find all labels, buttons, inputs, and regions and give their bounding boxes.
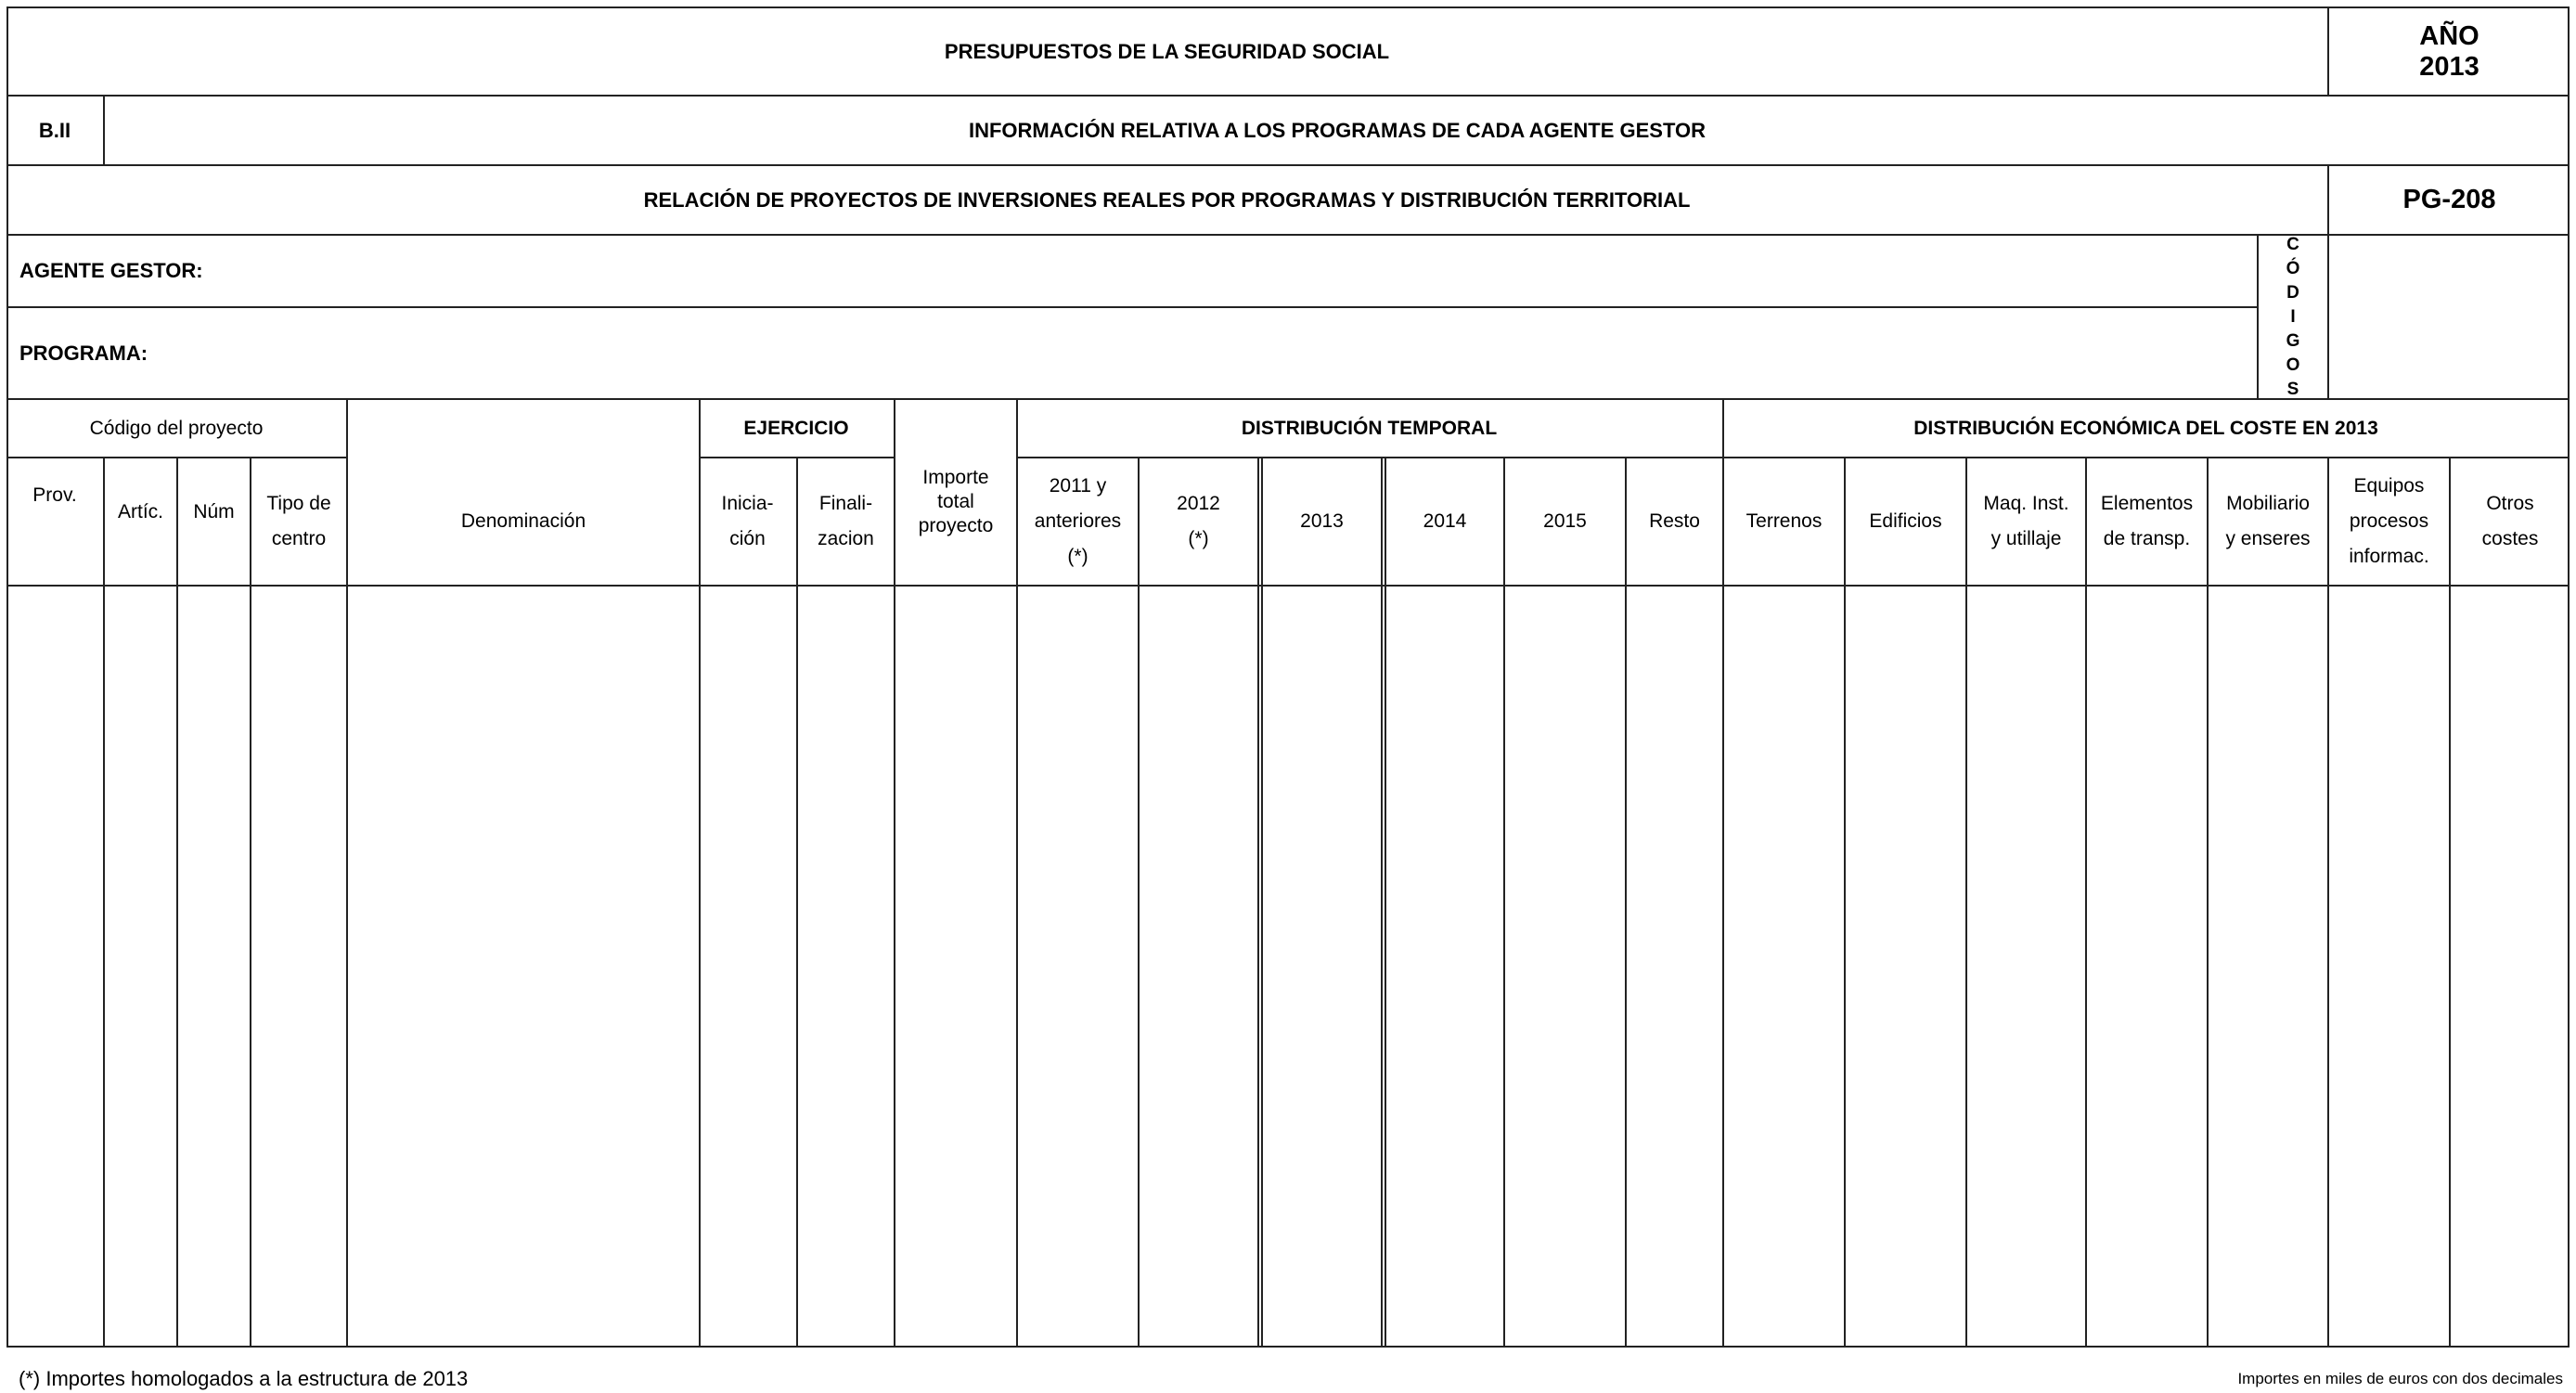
- col-otros-line2: costes: [2481, 528, 2539, 549]
- codes-vertical-label: [2259, 236, 2327, 398]
- col-2013-label: 2013: [1300, 510, 1344, 532]
- col-elementos-transporte: [2087, 458, 2207, 585]
- col-elementos-line1: Elementos: [2100, 493, 2194, 514]
- col-2013: [1263, 458, 1381, 585]
- col-iniciacion-line2: ción: [729, 528, 766, 549]
- col-prov-label: Prov.: [32, 484, 77, 506]
- col-edificios: [1846, 458, 1965, 585]
- page-title: PRESUPUESTOS DE LA SEGURIDAD SOCIAL: [944, 39, 1390, 63]
- units-note: Importes en miles de euros con dos decimales: [2237, 1370, 2563, 1387]
- col-edificios-label: Edificios: [1869, 510, 1942, 532]
- program-label: PROGRAMA:: [19, 341, 148, 365]
- col-2014-label: 2014: [1423, 510, 1467, 532]
- col-2011-line1: 2011 y: [1049, 475, 1107, 497]
- col-elementos-line2: de transp.: [2103, 528, 2191, 549]
- col-equipos-line1: Equipos: [2353, 475, 2425, 497]
- group-temporal: DISTRIBUCIÓN TEMPORAL: [1241, 417, 1498, 439]
- col-2012-line1: 2012: [1177, 493, 1220, 514]
- col-resto-label: Resto: [1649, 510, 1700, 532]
- col-maquinaria-line1: Maq. Inst.: [1983, 493, 2069, 514]
- year-label: AÑO: [2419, 20, 2479, 51]
- footnote: (*) Importes homologados a la estructura de 2013: [19, 1367, 469, 1390]
- col-2015: [1505, 458, 1625, 585]
- report-title: RELACIÓN DE PROYECTOS DE INVERSIONES REALES POR PROGRAMAS Y DISTRIBUCIÓN TERRITORIAL: [643, 187, 1691, 212]
- section-code: B.II: [38, 118, 71, 142]
- col-iniciacion-line1: Inicia-: [721, 493, 774, 514]
- col-2011-line3: (*): [1067, 546, 1088, 567]
- col-terrenos: [1724, 458, 1844, 585]
- agent-label: AGENTE GESTOR:: [19, 259, 203, 282]
- col-importe-line3: proyecto: [918, 514, 994, 536]
- col-importe-line1: Importe: [922, 466, 989, 488]
- col-prov: [6, 458, 103, 533]
- col-2011-line2: anteriores: [1034, 510, 1122, 532]
- codes-letter: C: [2286, 234, 2299, 254]
- form-code: PG-208: [2402, 185, 2496, 214]
- col-finalizacion-line1: Finali-: [818, 493, 873, 514]
- group-project-code: Código del proyecto: [89, 417, 264, 439]
- col-2015-label: 2015: [1543, 510, 1587, 532]
- year-value: 2013: [2419, 51, 2479, 82]
- col-resto: [1627, 458, 1722, 585]
- codes-letter: Ó: [2286, 258, 2300, 278]
- col-num: [178, 458, 250, 585]
- col-denominacion: [348, 458, 699, 585]
- col-mobiliario: [2209, 458, 2327, 585]
- col-mobiliario-line1: Mobiliario: [2226, 493, 2310, 514]
- year-box: [2329, 6, 2570, 97]
- col-tipo-line2: centro: [271, 528, 327, 549]
- col-tipo: [251, 458, 346, 585]
- codes-letter: O: [2286, 355, 2300, 375]
- col-artic-label: Artíc.: [117, 501, 163, 522]
- col-otros-line1: Otros: [2486, 493, 2534, 514]
- codes-letter: D: [2286, 282, 2299, 303]
- group-exercise: EJERCICIO: [743, 417, 849, 439]
- group-economic: DISTRIBUCIÓN ECONÓMICA DEL COSTE EN 2013: [1913, 417, 2378, 439]
- col-importe-line2: total: [937, 490, 974, 512]
- col-iniciacion: [699, 458, 796, 585]
- col-equipos-line3: informac.: [2349, 546, 2429, 567]
- col-equipos-procesos: [2329, 458, 2449, 585]
- codes-letter: S: [2286, 379, 2299, 399]
- codes-letter: I: [2290, 306, 2296, 327]
- col-terrenos-label: Terrenos: [1745, 510, 1823, 532]
- col-mobiliario-line2: y enseres: [2225, 528, 2311, 549]
- col-otros-costes: [2451, 458, 2570, 585]
- col-2011-anteriores: [1018, 458, 1138, 585]
- col-denominacion-label: Denominación: [460, 510, 586, 532]
- col-2014: [1386, 458, 1503, 585]
- col-2012: [1140, 458, 1257, 585]
- col-maquinaria: [1967, 458, 2085, 585]
- table-body: [6, 587, 2570, 1348]
- col-2012-line2: (*): [1188, 528, 1209, 549]
- col-tipo-line1: Tipo de: [266, 493, 331, 514]
- col-finalizacion: [798, 458, 894, 585]
- col-importe-total: [895, 400, 1016, 585]
- section-title: INFORMACIÓN RELATIVA A LOS PROGRAMAS DE CADA AGENTE GESTOR: [968, 118, 1707, 142]
- codes-letter: G: [2286, 330, 2300, 351]
- col-num-label: Núm: [193, 501, 235, 522]
- col-finalizacion-line2: zacion: [818, 528, 874, 549]
- col-artic: [105, 458, 176, 585]
- col-maquinaria-line2: y utillaje: [1990, 528, 2062, 549]
- col-equipos-line2: procesos: [2349, 510, 2429, 532]
- codes-value-box: [2329, 236, 2570, 398]
